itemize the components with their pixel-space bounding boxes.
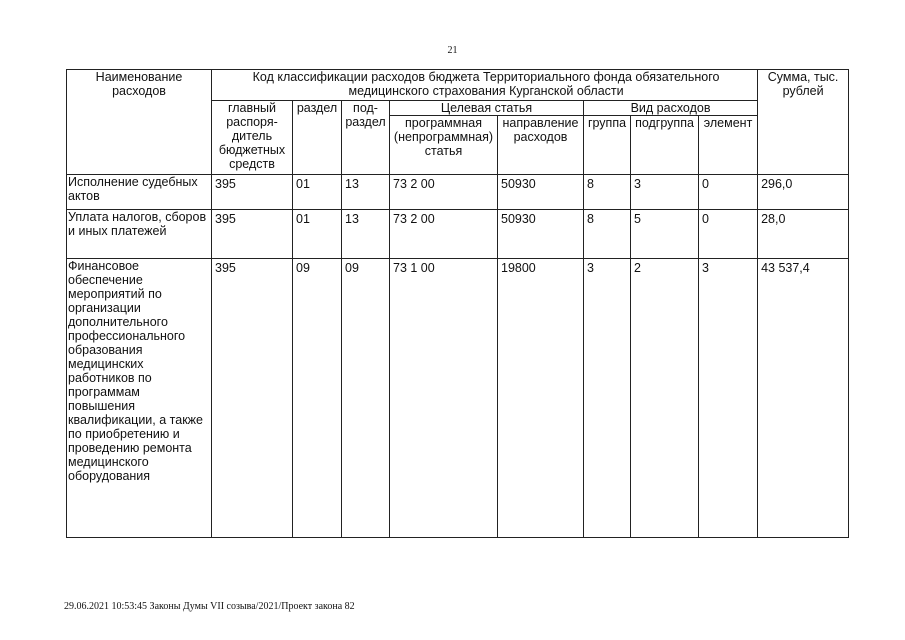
page-number: 21 (447, 45, 458, 56)
header-name: Наименование расходов (67, 70, 212, 175)
header-subgroup: подгруппа (631, 116, 699, 175)
header-code-classification: Код классификации расходов бюджета Территориального фонда обязательного медицинского страхования Курганской области (212, 70, 758, 101)
row-subsection: 13 (342, 210, 390, 259)
row-name: Исполнение судебных актов (67, 175, 212, 210)
table-row (67, 175, 849, 210)
row-program: 73 2 00 (390, 210, 498, 259)
row-sum: 28,0 (758, 210, 849, 259)
header-sum: Сумма, тыс. рублей (758, 70, 849, 175)
row-sum: 43 537,4 (758, 259, 849, 538)
row-program: 73 2 00 (390, 175, 498, 210)
header-target-article: Целевая статья (390, 101, 584, 116)
header-program-article: программная (непрограммная) статья (390, 116, 498, 175)
header-group: группа (584, 116, 631, 175)
header-expense-type: Вид расходов (584, 101, 758, 116)
header-section: раздел (293, 101, 342, 175)
row-section: 01 (293, 210, 342, 259)
row-direction: 50930 (498, 175, 584, 210)
row-element: 0 (699, 175, 758, 210)
row-subgroup: 3 (631, 175, 699, 210)
footer-document-path: 29.06.2021 10:53:45 Законы Думы VII созыва/2021/Проект закона 82 (64, 601, 355, 612)
row-direction: 50930 (498, 210, 584, 259)
row-direction: 19800 (498, 259, 584, 538)
row-group: 8 (584, 175, 631, 210)
header-chief-manager: главный распоря-дитель бюджетных средств (212, 101, 293, 175)
row-element: 3 (699, 259, 758, 538)
table-row (67, 210, 849, 259)
budget-expenses-table (66, 69, 849, 538)
row-subgroup: 2 (631, 259, 699, 538)
row-chief: 395 (212, 259, 293, 538)
row-group: 8 (584, 210, 631, 259)
row-subsection: 13 (342, 175, 390, 210)
table-row (67, 259, 849, 538)
row-name: Уплата налогов, сборов и иных платежей (67, 210, 212, 259)
row-element: 0 (699, 210, 758, 259)
row-sum: 296,0 (758, 175, 849, 210)
row-name: Финансовое обеспечение мероприятий по организации дополнительного профессионального образования медицинских работников по программам повышения квалификации, а также по приобретению и проведению ремонта медицинского оборудования (67, 259, 212, 538)
row-program: 73 1 00 (390, 259, 498, 538)
header-element: элемент (699, 116, 758, 175)
header-direction: направление расходов (498, 116, 584, 175)
row-chief: 395 (212, 210, 293, 259)
row-section: 09 (293, 259, 342, 538)
header-row-1 (67, 70, 849, 101)
row-subsection: 09 (342, 259, 390, 538)
row-section: 01 (293, 175, 342, 210)
row-subgroup: 5 (631, 210, 699, 259)
row-chief: 395 (212, 175, 293, 210)
header-subsection: под-раздел (342, 101, 390, 175)
row-group: 3 (584, 259, 631, 538)
